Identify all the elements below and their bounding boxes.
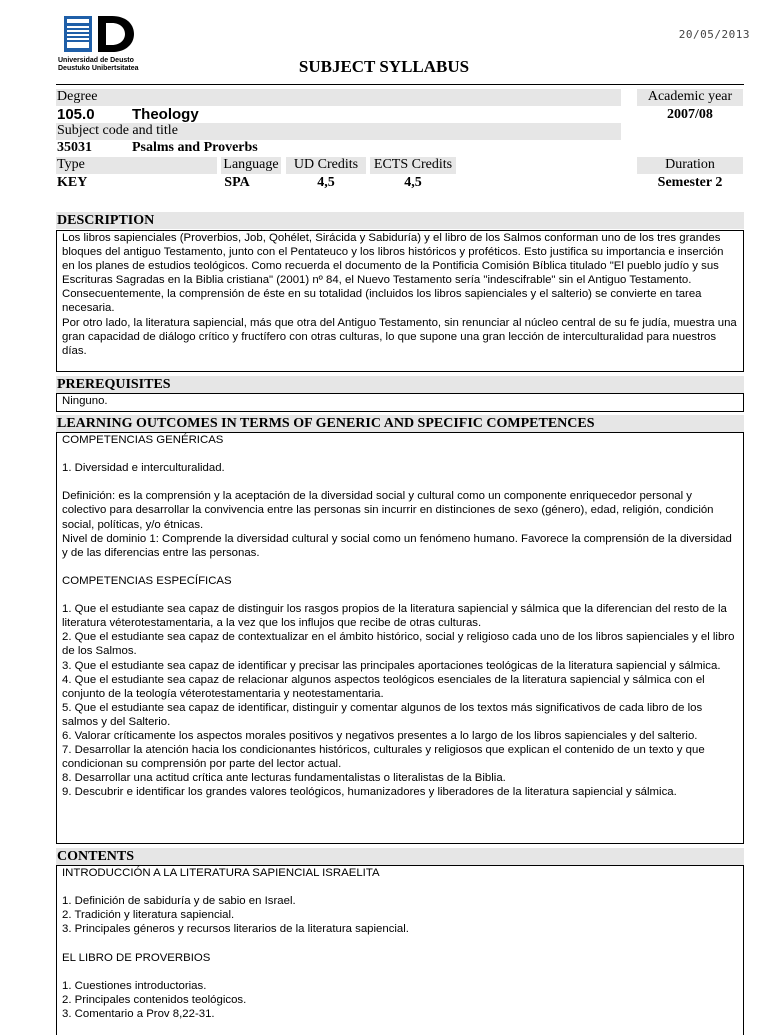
university-name: Universidad de Deusto [58, 57, 134, 64]
generic-competence-item: 1. Diversidad e interculturalidad. [62, 462, 225, 475]
specific-competence-item: 9. Descubrir e identificar los grandes valores teológicos, humanizadores y liberadores de la literatura sapiencial y sálmica. [62, 786, 677, 799]
contents-section-title: EL LIBRO DE PROVERBIOS [62, 951, 211, 964]
learning-outcomes-box [56, 432, 744, 844]
description-box [56, 230, 744, 372]
document-title: SUBJECT SYLLABUS [298, 57, 470, 76]
competence-level: Nivel de dominio 1: Comprende la diversidad cultural y social como un fenómeno humano. Favorece la comprensión de la diversidad y de las diferencias entre las personas. [62, 532, 732, 559]
duration-value: Semester 2 [657, 175, 723, 190]
competence-definition: Definición: es la comprensión y la aceptación de la diversidad social y cultural como un componente enriquecedor personal y colectivo para desarrollar la convivencia entre las personas sin incurrir en distinciones de sexo (género), edad, religión, condición social, políticas, y/o étnicas. [62, 490, 714, 531]
ects-credits-label: ECTS Credits [373, 157, 453, 172]
contents-item: 3. Comentario a Prov 8,22-31. [62, 1007, 215, 1020]
specific-competences-title: COMPETENCIAS ESPECÍFICAS [62, 574, 232, 587]
academic-year-value: 2007/08 [667, 107, 713, 122]
subject-title: Psalms and Proverbs [132, 140, 258, 155]
contents-heading: CONTENTS [56, 848, 744, 865]
prerequisites-text: Ninguno. [62, 395, 108, 407]
degree-label: Degree [57, 89, 98, 104]
subject-label: Subject code and title [57, 123, 178, 138]
document-date: 20/05/2013 [678, 28, 750, 41]
contents-item: 1. Definición de sabiduría y de sabio en Israel. [62, 895, 296, 908]
contents-item: 1. Cuestiones introductorias. [62, 979, 207, 992]
prerequisites-heading: PREREQUISITES [56, 376, 744, 393]
degree-code: 105.0 [57, 106, 95, 123]
university-name-basque: Deustuko Unibertsitatea [58, 65, 139, 72]
specific-competence-item: 4. Que el estudiante sea capaz de relacionar algunos aspectos teológicos esenciales de la literatura sapiencial y sálmica con el conjunto de la teología véterotestamentaria y neotestamentaria. [62, 673, 705, 700]
prerequisites-box [56, 393, 744, 412]
degree-name: Theology [132, 106, 199, 123]
degree-label-bar [56, 89, 621, 106]
academic-year-label: Academic year [647, 89, 733, 104]
title-divider [56, 84, 744, 85]
learning-outcomes-heading: LEARNING OUTCOMES IN TERMS OF GENERIC AND SPECIFIC COMPETENCES [56, 415, 744, 432]
description-paragraph: Los libros sapienciales (Proverbios, Job, Qohélet, Sirácida y Sabiduría) y el libro de los Salmos conforman uno de los tres grandes bloques del antiguo Testamento, junto con el Pentateuco y los libros históricos y proféticos. Esto justifica su importancia e inserción en los planes de estudios teológicos. Como recuerda el documento de la Pontificia Comisión Bíblica titulado "El pueblo judío y sus Escrituras Sagradas en la Biblia cristiana" (2001) nº 84, el Nuevo Testamento sería "indescifrable" sin el Antiguo Testamento. Consecuentemente, la comprensión de éste en su totalidad (incluidos los libros sapienciales y el salterio) se convierte en tarea necesaria. [62, 232, 724, 315]
specific-competence-item: 2. Que el estudiante sea capaz de contextualizar en el ámbito histórico, social y religioso cada uno de los libros sapienciales y el libro de los Salmos. [62, 631, 735, 658]
description-paragraph: Por otro lado, la literatura sapiencial, más que otra del Antiguo Testamento, sin renunciar al núcleo central de su fe judía, muestra una gran capacidad de diálogo crítico y fructífero con otras culturas, lo que supone una gran lección de interculturalidad para nuestros días. [62, 316, 737, 357]
contents-box [56, 865, 744, 1035]
contents-item: 2. Principales contenidos teológicos. [62, 993, 247, 1006]
description-heading: DESCRIPTION [56, 212, 744, 229]
language-value: SPA [224, 175, 250, 190]
specific-competence-item: 7. Desarrollar la atención hacia los condicionantes históricos, culturales y religiosos que explican el contenido de un texto y que condicionan su comprensión por parte del lector actual. [62, 744, 705, 771]
ud-credits-label: UD Credits [293, 157, 359, 172]
ects-credits-value: 4,5 [404, 175, 422, 190]
contents-item: 3. Principales géneros y recursos literarios de la literatura sapiencial. [62, 923, 409, 936]
specific-competence-item: 1. Que el estudiante sea capaz de distinguir los rasgos propios de la literatura sapiencial y sálmica que la diferencian del resto de la literatura véterotestamentaria, a la vez que los influjos que recibe de otras culturas. [62, 603, 727, 630]
subject-code: 35031 [57, 140, 92, 155]
specific-competence-item: 5. Que el estudiante sea capaz de identificar, distinguir y comentar algunos de los textos más significativos de cada libro de los salmos y del Salterio. [62, 701, 703, 728]
type-label: Type [57, 157, 85, 172]
contents-section-title: INTRODUCCIÓN A LA LITERATURA SAPIENCIAL ISRAELITA [62, 867, 380, 879]
specific-competence-item: 8. Desarrollar una actitud crítica ante lecturas fundamentalistas o literalistas de la Biblia. [62, 772, 506, 785]
university-seal-icon [62, 16, 142, 56]
contents-item: 2. Tradición y literatura sapiencial. [62, 909, 235, 922]
generic-competences-title: COMPETENCIAS GENÉRICAS [62, 434, 224, 446]
ud-credits-value: 4,5 [317, 175, 335, 190]
specific-competence-item: 3. Que el estudiante sea capaz de identificar y precisar las principales aportaciones teológicas de la literatura sapiencial y sálmica. [62, 659, 721, 672]
specific-competence-item: 6. Valorar críticamente los aspectos morales positivos y negativos presentes a lo largo de los libros sapienciales y del salterio. [62, 729, 698, 742]
type-value: KEY [57, 175, 88, 190]
duration-label: Duration [665, 157, 715, 172]
language-label: Language [223, 157, 279, 172]
